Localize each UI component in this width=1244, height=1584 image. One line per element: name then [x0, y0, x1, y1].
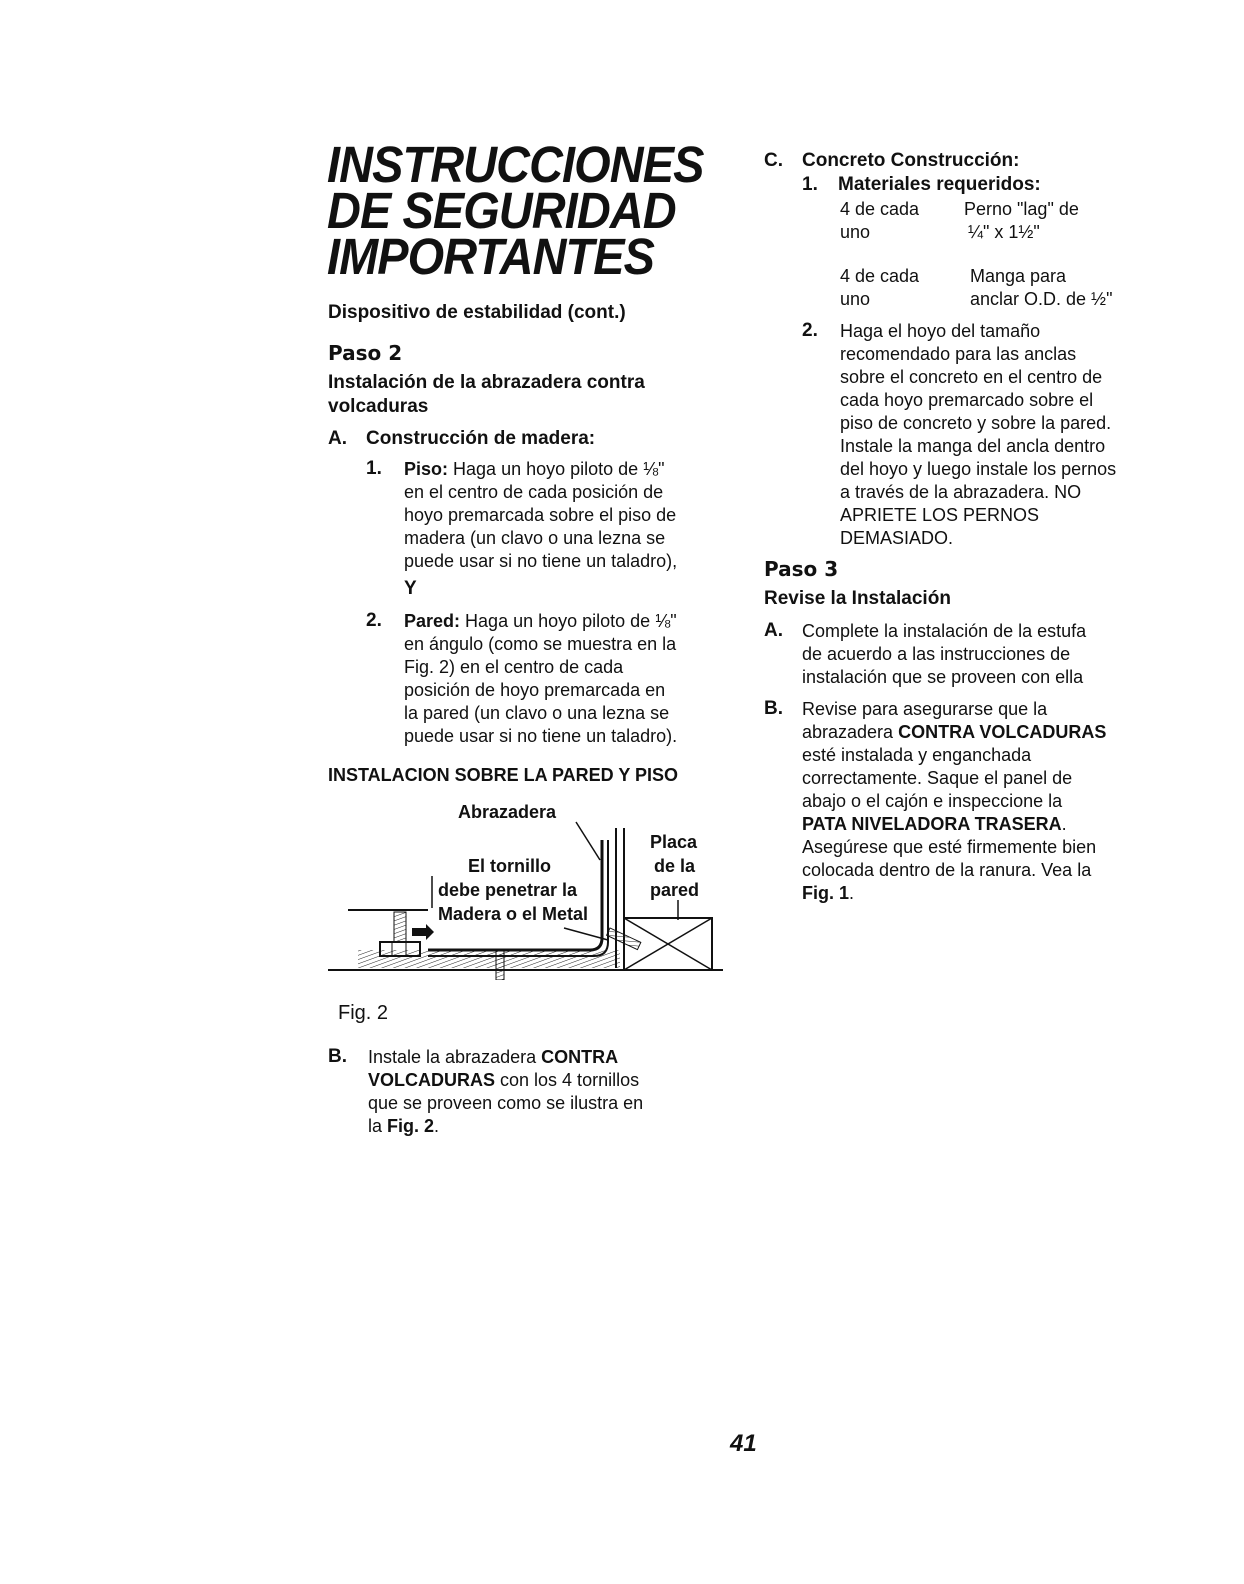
step-2-number: 2.	[802, 320, 818, 341]
materials-number: 1.	[802, 174, 818, 195]
item-1-bold: Piso:	[404, 459, 449, 479]
item-1-text-0: Haga un hoyo piloto de ⅛"	[453, 459, 665, 479]
conjunction-y: Y	[404, 578, 417, 599]
title-line-2: DE SEGURIDAD	[327, 182, 676, 239]
right-a-line-2: instalación que se proveen con ella	[802, 667, 1084, 687]
revise-heading: Revise la Instalación	[764, 588, 951, 609]
step-2-line-3: cada hoyo premarcado sobre el	[840, 390, 1094, 410]
step-2-line-6: del hoyo y luego instale los pernos	[840, 459, 1117, 479]
item-2-line-4: la pared (un clavo o una lezna se	[404, 703, 670, 723]
right-b-text-6: .	[1061, 814, 1067, 834]
left-b-text-4b: .	[434, 1116, 440, 1136]
instalacion-heading-line-2: volcaduras	[328, 396, 429, 417]
mat-2-desc-2: anclar O.D. de ½"	[970, 289, 1113, 309]
step-2-heading: Paso 2	[328, 341, 403, 365]
right-b-line-4: correctamente. Saque el panel de	[802, 768, 1073, 788]
right-b-bold-2: CONTRA VOLCADURAS	[898, 722, 1107, 742]
label-abrazadera: Abrazadera	[458, 802, 557, 822]
right-b-line-5: abajo o el cajón e inspeccione la	[802, 791, 1063, 811]
figure-caption-heading: INSTALACION SOBRE LA PARED Y PISO	[328, 765, 679, 785]
step-2-line-0: Haga el hoyo del tamaño	[840, 321, 1041, 341]
title-line-3: IMPORTANTES	[327, 228, 655, 285]
section-c-label: C.	[764, 150, 783, 171]
page-title	[327, 136, 704, 285]
right-a-label: A.	[764, 620, 783, 641]
right-b-line-6	[802, 813, 1067, 835]
item-2-number: 2.	[366, 610, 382, 631]
step-2-line-8: APRIETE LOS PERNOS	[840, 505, 1040, 525]
mat-1-desc-1: Perno "lag" de	[964, 199, 1079, 219]
right-b-text-2: abrazadera	[802, 722, 899, 742]
left-b-text-1: Instale la abrazadera	[368, 1047, 542, 1067]
floor-hatch	[358, 950, 620, 968]
step-2-line-5: Instale la manga del ancla dentro	[840, 436, 1106, 456]
right-b-text-9: .	[849, 883, 855, 903]
right-a-line-0: Complete la instalación de la estufa	[802, 621, 1087, 641]
mat-2-qty-2: uno	[840, 289, 871, 309]
right-b-bold-9: Fig. 1	[802, 883, 850, 903]
right-b-line-8: colocada dentro de la ranura. Vea la	[802, 860, 1092, 880]
item-1-line-4: puede usar si no tiene un taladro),	[404, 551, 678, 571]
step-2-line-7: a través de la abrazadera. NO	[840, 482, 1082, 502]
mat-2-qty-1: 4 de cada	[840, 266, 920, 286]
right-b-line-1: Revise para asegurarse que la	[802, 699, 1048, 719]
item-1-line-0	[404, 458, 665, 480]
label-tornillo-1: El tornillo	[468, 856, 551, 876]
right-a-line-1: de acuerdo a las instrucciones de	[802, 644, 1071, 664]
right-b-line-7: Asegúrese que esté firmemente bien	[802, 837, 1097, 857]
figure-label: Fig. 2	[338, 1002, 389, 1024]
item-1-number: 1.	[366, 458, 382, 479]
item-2-line-0	[404, 610, 677, 632]
item-2-line-3: posición de hoyo premarcada en	[404, 680, 666, 700]
item-2-bold: Pared:	[404, 611, 461, 631]
figure-2	[328, 800, 728, 980]
item-1-line-2: hoyo premarcada sobre el piso de	[404, 505, 677, 525]
label-tornillo-3: Madera o el Metal	[438, 904, 589, 924]
right-b-bold-6: PATA NIVELADORA TRASERA	[802, 814, 1062, 834]
left-b-bold-2: VOLCADURAS	[368, 1070, 496, 1090]
item-1-line-1: en el centro de cada posición de	[404, 482, 664, 502]
left-b-text-4: la	[368, 1116, 388, 1136]
mat-1-qty-2: uno	[840, 222, 871, 242]
mat-1-qty-1: 4 de cada	[840, 199, 920, 219]
mat-2-desc-1: Manga para	[970, 266, 1067, 286]
step-2-line-2: sobre el concreto en el centro de	[840, 367, 1103, 387]
section-c-heading: Concreto Construcción:	[802, 150, 1020, 171]
item-2-line-5: puede usar si no tiene un taladro).	[404, 726, 678, 746]
section-a-label: A.	[328, 428, 347, 449]
left-b-line-4	[368, 1115, 439, 1137]
title-line-1: INSTRUCCIONES	[327, 136, 704, 193]
left-b-text-2: con los 4 tornillos	[495, 1070, 640, 1090]
right-b-line-3: esté instalada y enganchada	[802, 745, 1032, 765]
label-placa-1: Placa	[650, 832, 698, 852]
step-2-line-9: DEMASIADO.	[840, 528, 954, 548]
label-tornillo-2: debe penetrar la	[438, 880, 578, 900]
left-b-bold-1: CONTRA	[541, 1047, 619, 1067]
page-number: 41	[730, 1430, 757, 1457]
left-b-line-3: que se proveen como se ilustra en	[368, 1093, 644, 1113]
item-2-text-0: Haga un hoyo piloto de ⅛"	[465, 611, 677, 631]
section-a-heading: Construcción de madera:	[366, 428, 596, 449]
item-2-line-1: en ángulo (como se muestra en la	[404, 634, 677, 654]
step-3-heading: Paso 3	[764, 557, 839, 581]
label-placa-2: de la	[654, 856, 696, 876]
left-b-bold-4: Fig. 2	[387, 1116, 435, 1136]
left-b-line-1	[368, 1046, 618, 1068]
step-2-line-4: piso de concreto y sobre la pared.	[840, 413, 1112, 433]
item-2-line-2: Fig. 2) en el centro de cada	[404, 657, 624, 677]
instalacion-heading-line-1: Instalación de la abrazadera contra	[328, 372, 645, 393]
right-b-label: B.	[764, 698, 783, 719]
item-1-line-3: madera (un clavo o una lezna se	[404, 528, 666, 548]
section-subtitle: Dispositivo de estabilidad (cont.)	[328, 302, 626, 323]
label-placa-3: pared	[650, 880, 700, 900]
materials-heading: Materiales requeridos:	[838, 174, 1041, 195]
right-b-line-9	[802, 882, 854, 904]
left-b-line-2	[368, 1069, 639, 1091]
left-b-label: B.	[328, 1046, 347, 1067]
right-b-line-2	[802, 721, 1106, 743]
mat-1-desc-2: ¼" x 1½"	[968, 222, 1040, 242]
step-2-line-1: recomendado para las anclas	[840, 344, 1077, 364]
